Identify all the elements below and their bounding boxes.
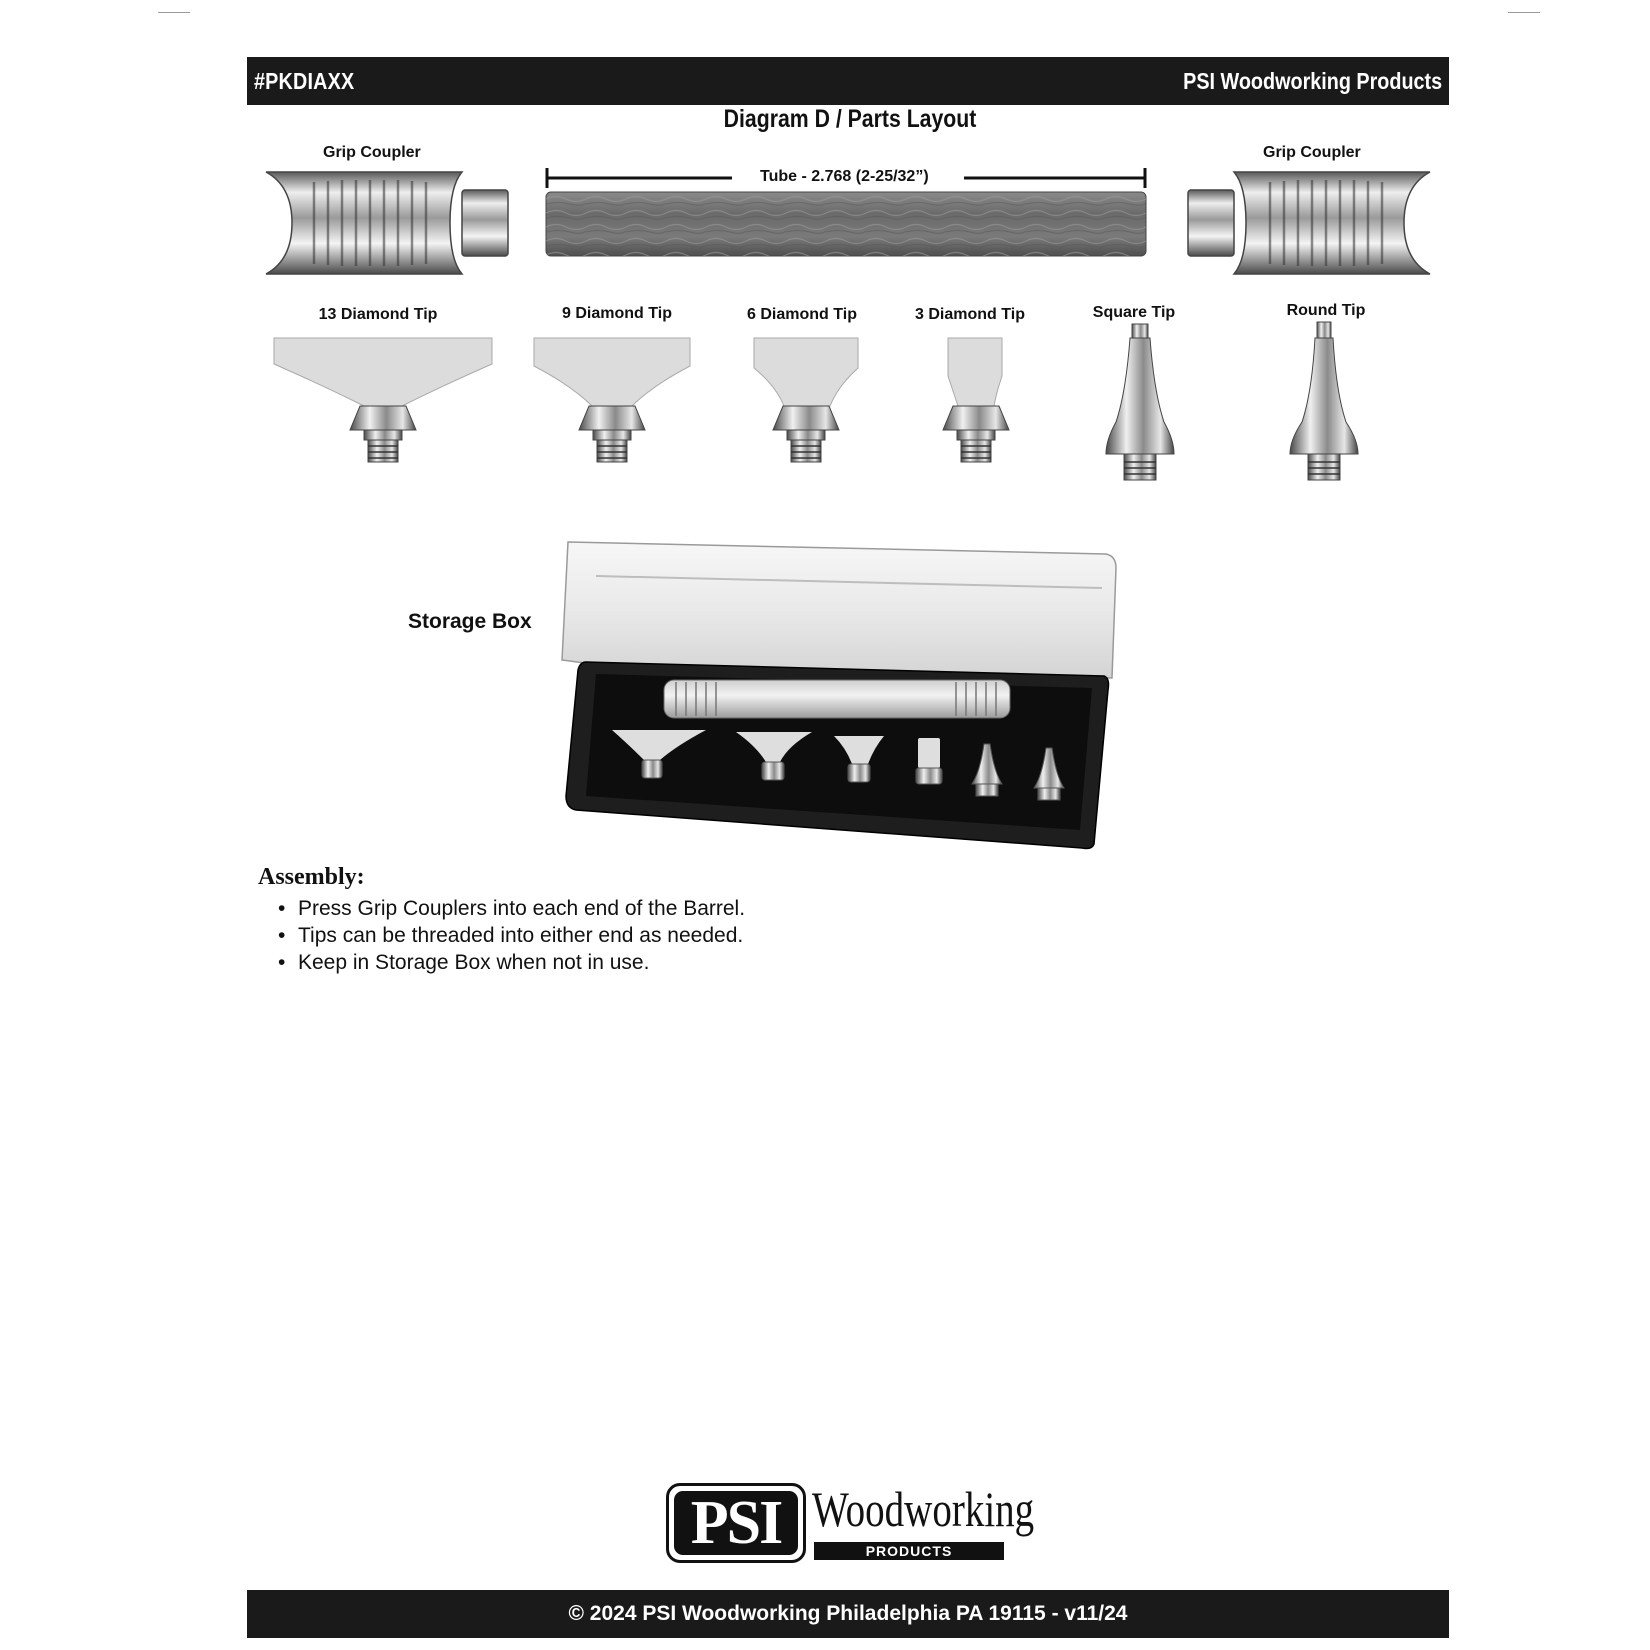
tip-label-round: Round Tip — [1286, 302, 1366, 319]
diagram-title: Diagram D / Parts Layout — [723, 105, 977, 133]
assembly-title: Assembly: — [258, 864, 365, 890]
tip-label-13-diamond: 13 Diamond Tip — [318, 306, 438, 323]
crop-mark-right — [1508, 12, 1540, 13]
tip-label-6-diamond: 6 Diamond Tip — [747, 306, 857, 323]
psi-logo-mark: PSI — [674, 1491, 798, 1555]
tip-label-3-diamond: 3 Diamond Tip — [915, 306, 1025, 323]
logo-products-word: PRODUCTS — [814, 1542, 1004, 1560]
psi-woodworking-logo — [666, 1480, 1035, 1570]
footer-bar — [247, 1590, 1449, 1638]
header-bar — [247, 57, 1449, 105]
logo-woodworking-word: Woodworking — [812, 1481, 1035, 1537]
tip-label-9-diamond: 9 Diamond Tip — [562, 305, 672, 322]
grip-coupler-right-label: Grip Coupler — [1263, 144, 1361, 161]
tip-label-square: Square Tip — [1092, 304, 1176, 321]
assembly-step-1: • Press Grip Couplers into each end of the Barrel. — [278, 895, 745, 922]
square-tip-image — [1102, 322, 1178, 484]
grip-coupler-right-image — [1184, 168, 1434, 278]
tube-label: Tube - 2.768 (2-25/32”) — [760, 168, 929, 185]
storage-box-image — [556, 540, 1122, 850]
round-tip-image — [1286, 320, 1362, 484]
footer-copyright: © 2024 PSI Woodworking Philadelphia PA 19115 - v11/24 — [568, 1602, 1128, 1625]
assembly-step-3: • Keep in Storage Box when not in use. — [278, 949, 745, 976]
grip-coupler-left-label: Grip Coupler — [323, 144, 421, 161]
tube-dimension-line — [546, 166, 1146, 190]
product-code: #PKDIAXX — [254, 67, 355, 94]
9-diamond-tip-image — [532, 336, 692, 478]
13-diamond-tip-image — [272, 336, 494, 478]
grip-coupler-left-image — [262, 168, 512, 278]
crop-mark-left — [158, 12, 190, 13]
tube-image — [546, 192, 1146, 256]
6-diamond-tip-image — [752, 336, 862, 478]
brand-name: PSI Woodworking Products — [1183, 67, 1442, 94]
assembly-step-2: • Tips can be threaded into either end as needed. — [278, 922, 745, 949]
3-diamond-tip-image — [936, 336, 1016, 478]
storage-box-label: Storage Box — [408, 610, 532, 633]
assembly-list — [278, 895, 745, 976]
psi-logo-box — [666, 1483, 806, 1563]
